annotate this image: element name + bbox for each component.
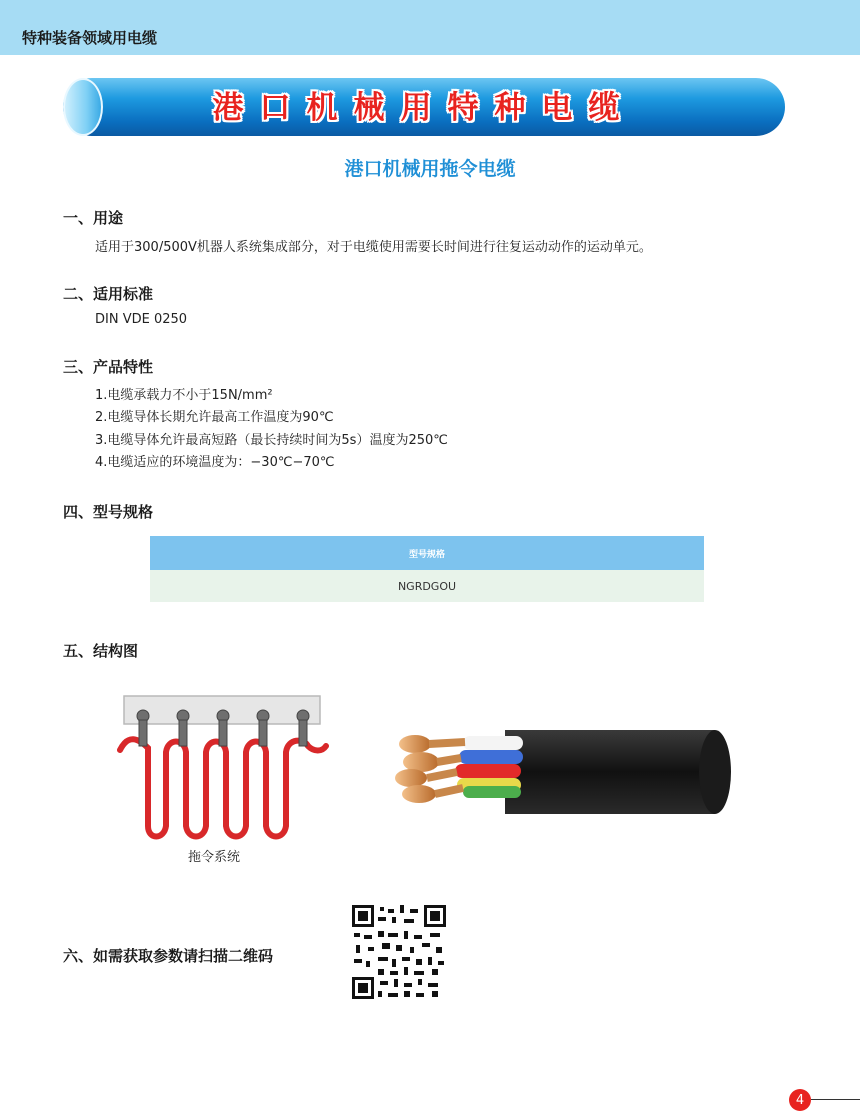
section-qr-heading: 六、如需获取参数请扫描二维码	[63, 947, 274, 965]
section-features-heading: 三、产品特性	[63, 358, 154, 376]
section-structure-heading: 五、结构图	[63, 642, 139, 660]
cable-photo	[385, 722, 745, 822]
spec-table-header: 型号规格	[150, 536, 704, 570]
feature-item: 4.电缆适应的环境温度为：−30℃−70℃	[95, 455, 335, 470]
section-model-heading: 四、型号规格	[63, 503, 154, 521]
feature-item: 3.电缆导体允许最高短路（最长持续时间为5s）温度为250℃	[95, 433, 448, 448]
header-category: 特种装备领域用电缆	[22, 29, 158, 47]
standard-text: DIN VDE 0250	[95, 312, 188, 327]
spec-table-row: NGRDGOU	[150, 570, 704, 602]
qr-code[interactable]	[352, 905, 446, 999]
spec-table	[150, 536, 704, 602]
usage-text: 适用于300/500V机器人系统集成部分，对于电缆使用需要长时间进行往复运动动作的运动单元。	[95, 240, 652, 255]
page-number: 4	[789, 1089, 811, 1111]
feature-item: 2.电缆导体长期允许最高工作温度为90℃	[95, 410, 334, 425]
drag-system-illustration	[108, 690, 338, 840]
feature-item: 1.电缆承载力不小于15N/mm²	[95, 388, 273, 403]
section-usage-heading: 一、用途	[63, 209, 124, 227]
section-standard-heading: 二、适用标准	[63, 285, 154, 303]
page-title: 港口机械用特种电缆	[212, 90, 636, 126]
diagram-caption: 拖令系统	[188, 850, 241, 865]
page-number-rule	[811, 1099, 860, 1100]
product-subtitle: 港口机械用拖令电缆	[344, 158, 516, 180]
